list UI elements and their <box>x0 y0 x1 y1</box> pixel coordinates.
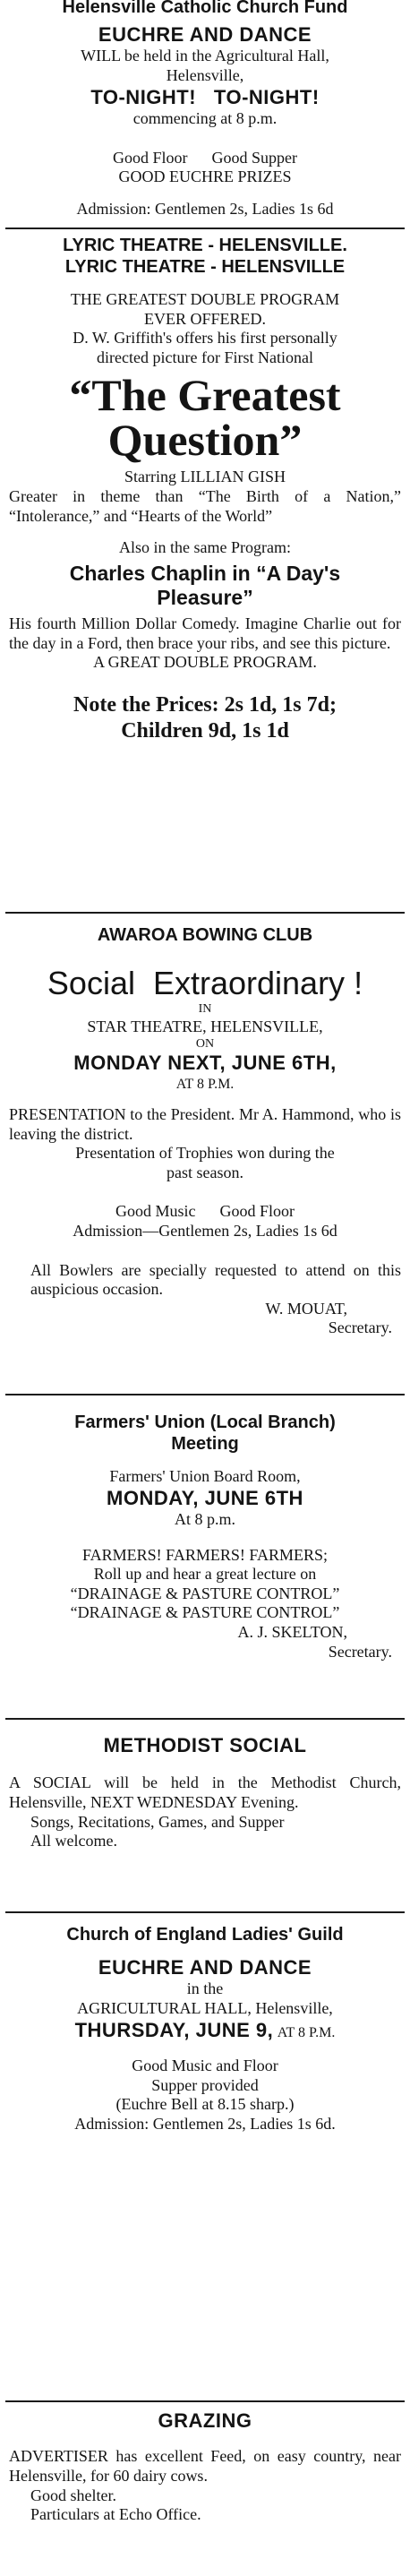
ad-admission: Admission—Gentlemen 2s, Ladies 1s 6d <box>73 1221 337 1240</box>
ad-topic: “DRAINAGE & PASTURE CONTROL” <box>70 1584 340 1602</box>
ad-line: Supper provided <box>151 2075 259 2094</box>
ad-line: directed picture for First National <box>97 348 313 366</box>
ad-line: Helensville, <box>166 65 244 84</box>
social-heading: Social Extraordinary ! <box>47 965 363 1001</box>
ad-topic: “DRAINAGE & PASTURE CONTROL” <box>70 1603 340 1622</box>
ad-line: Good Music Good Floor <box>115 1202 295 1221</box>
ad-admission: Admission: Gentlemen 2s, Ladies 1s 6d. <box>74 2114 336 2133</box>
ad-prices: Children 9d, 1s 1d <box>121 718 289 743</box>
ad-paragraph: All Bowlers are specially requested to attend on this auspicious occasion. <box>30 1260 401 1299</box>
divider <box>5 1911 405 1913</box>
ad-title: METHODIST SOCIAL <box>103 1734 307 1756</box>
ad-time: AT 8 P.M. <box>175 1076 235 1092</box>
ad-venue: LYRIC THEATRE - HELENSVILLE <box>64 257 346 277</box>
ad-line: Songs, Recitations, Games, and Supper <box>30 1812 285 1831</box>
ad-header: Helensville Catholic Church Fund <box>62 0 348 17</box>
ad-line: FARMERS! FARMERS! FARMERS; <box>81 1545 329 1564</box>
ad-line: Also in the same Program: <box>119 538 291 557</box>
ad-date: MONDAY NEXT, JUNE 6TH, <box>73 1052 337 1075</box>
ad-date: THURSDAY, JUNE 9, <box>74 2018 274 2041</box>
ad-tonight: TO-NIGHT! TO-NIGHT! <box>90 85 320 108</box>
ad-title: Meeting <box>171 1434 239 1454</box>
ad-line: D. W. Griffith's offers his first personally <box>73 329 337 348</box>
ad-line: WILL be held in the Agricultural Hall, <box>81 47 329 65</box>
ad-role: Secretary. <box>328 1642 392 1661</box>
divider <box>5 1718 405 1720</box>
ad-line: IN <box>198 1002 212 1017</box>
ad-paragraph: ADVERTISER has excellent Feed, on easy country, near Helensville, for 60 dairy cows. <box>9 2447 401 2485</box>
ad-paragraph: Greater in theme than “The Birth of a Nation,” “Intolerance,” and “Hearts of the World” <box>9 486 401 525</box>
ad-line: in the <box>186 1979 224 1998</box>
ad-line: A GREAT DOUBLE PROGRAM. <box>93 653 317 672</box>
ad-date-line <box>9 2019 401 2042</box>
ad-line: Good Floor Good Supper <box>113 148 297 167</box>
film-title: “The Greatest <box>69 370 341 421</box>
ad-title: Farmers' Union (Local Branch) <box>74 1413 336 1432</box>
ad-role: Secretary. <box>328 1318 392 1337</box>
chaplin-title: Charles Chaplin in “A Day's <box>69 561 341 585</box>
ad-line: Good Music and Floor <box>132 2056 278 2074</box>
ad-title: EUCHRE AND DANCE <box>98 1956 312 1979</box>
ad-line: ON <box>195 1036 215 1051</box>
ad-lyric-theatre <box>0 235 410 743</box>
ad-line: All welcome. <box>30 1832 117 1850</box>
ad-title: EUCHRE AND DANCE <box>98 23 312 46</box>
ad-bowing-club <box>0 919 410 1338</box>
ad-line: Particulars at Echo Office. <box>30 2505 201 2524</box>
ad-catholic-euchre <box>0 0 410 219</box>
ad-admission: Admission: Gentlemen 2s, Ladies 1s 6d <box>76 199 334 218</box>
ad-header: Church of England Ladies' Guild <box>66 1925 344 1945</box>
ad-time: AT 8 P.M. <box>277 2024 336 2040</box>
divider <box>5 1394 405 1395</box>
ad-line: (Euchre Bell at 8.15 sharp.) <box>115 2095 295 2114</box>
divider <box>5 912 405 914</box>
ad-line: AGRICULTURAL HALL, Helensville, <box>77 1998 333 2017</box>
ad-title: GRAZING <box>158 2409 252 2432</box>
ad-time: At 8 p.m. <box>174 1509 235 1528</box>
divider <box>5 228 405 229</box>
ad-prices: Note the Prices: 2s 1d, 1s 7d; <box>73 692 337 717</box>
ad-line: Farmers' Union Board Room, <box>109 1467 301 1485</box>
ad-line: past season. <box>167 1163 243 1181</box>
ad-line: Good shelter. <box>30 2486 116 2504</box>
ad-farmers-union <box>0 1401 410 1662</box>
ad-venue: LYRIC THEATRE - HELENSVILLE. <box>63 236 347 255</box>
ad-signer: A. J. SKELTON, <box>237 1622 347 1641</box>
ad-line: GOOD EUCHRE PRIZES <box>118 167 292 186</box>
ad-line: EVER OFFERED. <box>143 309 266 328</box>
ad-paragraph: A SOCIAL will be held in the Methodist Church, Helensville, NEXT WEDNESDAY Evening. <box>9 1773 401 1811</box>
ad-line: THE GREATEST DOUBLE PROGRAM <box>70 290 340 308</box>
ad-date: MONDAY, JUNE 6TH <box>107 1486 303 1509</box>
ad-line: STAR THEATRE, HELENSVILLE, <box>87 1017 323 1035</box>
ad-title: AWAROA BOWING CLUB <box>97 925 313 945</box>
ad-church-of-england <box>0 1919 410 2134</box>
ad-signer: W. MOUAT, <box>265 1299 347 1318</box>
ad-line: Starring LILLIAN GISH <box>124 468 286 486</box>
ad-line: Roll up and hear a great lecture on <box>93 1565 317 1584</box>
ad-grazing <box>0 2408 410 2525</box>
ad-paragraph: His fourth Million Dollar Comedy. Imagine Charlie out for the day in a Ford, then brace your ribs, and see this picture. <box>9 614 401 652</box>
chaplin-title: Pleasure” <box>157 586 253 610</box>
ad-line: commencing at 8 p.m. <box>132 108 278 127</box>
film-title: Question” <box>107 415 303 466</box>
divider <box>5 2400 405 2402</box>
ad-methodist-social <box>0 1725 410 1851</box>
ad-line: Presentation of Trophies won during the <box>75 1144 335 1163</box>
ad-paragraph: PRESENTATION to the President. Mr A. Hammond, who is leaving the district. <box>9 1104 401 1143</box>
